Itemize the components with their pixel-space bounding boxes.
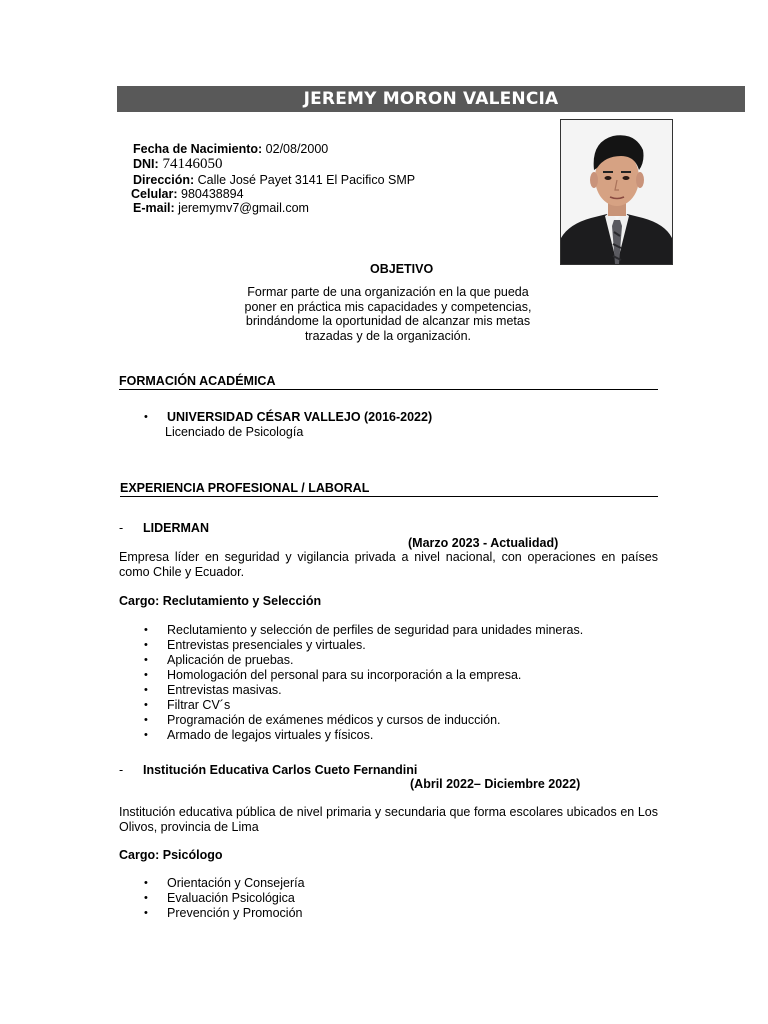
bullet-icon: • — [144, 877, 148, 889]
bullet-icon: • — [144, 684, 148, 696]
job-task-list — [144, 876, 544, 921]
bullet-icon: • — [144, 654, 148, 666]
task-item — [144, 638, 664, 653]
education-item — [144, 410, 544, 425]
bullet-icon: • — [144, 907, 148, 919]
phone-label: Celular: — [131, 187, 178, 201]
task-text: Homologación del personal para su incorporación a la empresa. — [167, 668, 522, 682]
task-item — [144, 653, 664, 668]
task-item — [144, 713, 664, 728]
task-item — [144, 668, 664, 683]
job-company: LIDERMAN — [143, 521, 209, 535]
task-item — [144, 683, 664, 698]
objective-line: Formar parte de una organización en la que pueda — [247, 285, 529, 299]
phone-line — [131, 187, 244, 201]
address-value: Calle José Payet 3141 El Pacifico SMP — [194, 173, 416, 187]
bullet-icon: • — [144, 669, 148, 681]
bullet-icon: • — [144, 892, 148, 904]
task-item — [144, 698, 664, 713]
name-header: JEREMY MORON VALENCIA — [117, 86, 745, 112]
task-text: Orientación y Consejería — [167, 876, 305, 890]
task-text: Reclutamiento y selección de perfiles de seguridad para unidades mineras. — [167, 623, 584, 637]
objective-line: brindándome la oportunidad de alcanzar mis metas — [245, 314, 531, 328]
task-text: Prevención y Promoción — [167, 906, 303, 920]
bullet-icon: • — [144, 699, 148, 711]
education-institution: UNIVERSIDAD CÉSAR VALLEJO (2016-2022) — [167, 410, 433, 424]
phone-value: 980438894 — [177, 187, 244, 201]
task-item — [144, 891, 544, 906]
task-text: Aplicación de pruebas. — [167, 653, 294, 667]
bullet-icon: • — [144, 729, 148, 741]
task-text: Filtrar CV´s — [167, 698, 231, 712]
job-description: Institución educativa pública de nivel primaria y secundaria que forma escolares ubicados en Los Olivos, provincia de Lima — [119, 805, 658, 834]
bullet-icon: • — [144, 624, 148, 636]
dni-value: 74146050 — [158, 156, 223, 172]
birth-date-value: 02/08/2000 — [262, 142, 329, 156]
education-degree: Licenciado de Psicología — [165, 425, 304, 439]
task-text: Entrevistas masivas. — [167, 683, 282, 697]
task-item — [144, 876, 544, 891]
experience-heading: EXPERIENCIA PROFESIONAL / LABORAL — [120, 481, 658, 497]
job-period: (Marzo 2023 - Actualidad) — [408, 536, 559, 550]
dni-label: DNI: — [133, 157, 159, 171]
task-text: Programación de exámenes médicos y cursos de inducción. — [167, 713, 501, 727]
objective-title: OBJETIVO — [370, 262, 434, 276]
objective-line: poner en práctica mis capacidades y competencias, — [244, 299, 532, 314]
task-text: Evaluación Psicológica — [167, 891, 295, 905]
task-text: Armado de legajos virtuales y físicos. — [167, 728, 374, 742]
dash-marker: - — [119, 521, 124, 535]
dni-line — [133, 157, 222, 171]
address-line — [133, 173, 415, 187]
dash-marker: - — [119, 763, 124, 777]
objective-line: trazadas y de la organización. — [304, 328, 472, 343]
birth-date-line — [133, 142, 328, 156]
task-item — [144, 728, 664, 743]
bullet-icon: • — [144, 714, 148, 726]
task-text: Entrevistas presenciales y virtuales. — [167, 638, 366, 652]
profile-photo — [560, 119, 673, 265]
job-period: (Abril 2022– Diciembre 2022) — [410, 777, 581, 791]
education-heading: FORMACIÓN ACADÉMICA — [119, 374, 658, 390]
job-role: Cargo: Reclutamiento y Selección — [119, 594, 322, 608]
job-task-list — [144, 623, 664, 743]
bullet-icon: • — [144, 411, 148, 423]
objective-text — [228, 285, 548, 343]
task-item — [144, 623, 664, 638]
email-line — [133, 201, 309, 215]
birth-date-label: Fecha de Nacimiento: — [133, 142, 263, 156]
job-role: Cargo: Psicólogo — [119, 848, 223, 862]
job-description: Empresa líder en seguridad y vigilancia privada a nivel nacional, con operaciones en países como Chile y Ecuador. — [119, 550, 658, 579]
email-label: E-mail: — [133, 201, 175, 215]
bullet-icon: • — [144, 639, 148, 651]
address-label: Dirección: — [133, 173, 195, 187]
task-item — [144, 906, 544, 921]
job-company: Institución Educativa Carlos Cueto Fernandini — [143, 763, 418, 777]
email-value: jeremymv7@gmail.com — [174, 201, 309, 215]
portrait-illustration — [561, 120, 672, 264]
